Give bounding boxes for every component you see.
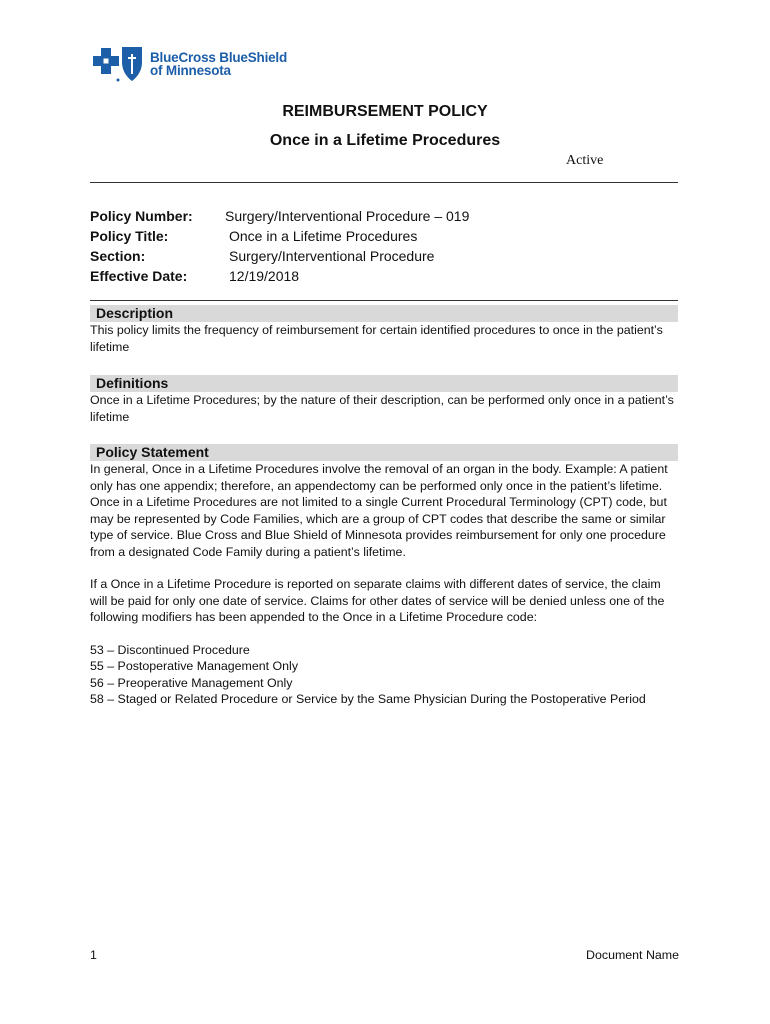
meta-value-section: Surgery/Interventional Procedure	[229, 248, 435, 264]
modifier-list	[90, 642, 678, 708]
meta-value-policy-number: Surgery/Interventional Procedure – 019	[225, 208, 470, 224]
policy-statement-section	[90, 444, 678, 708]
policy-statement-paragraph: In general, Once in a Lifetime Procedures involve the removal of an organ in the body. Example: A patient only has one appendix; therefore, an appendectomy can be performed only once in the patient’s lifetime. Once in a Lifetime Procedures are not limited to a single Current Procedural Terminology (CPT) code, but may be represented by Code Families, which are a group of CPT codes that describe the same or similar type of service. Blue Cross and Blue Shield of Minnesota provides reimbursement for only one procedure from a designated Code Family during a patient’s lifetime.	[90, 462, 668, 559]
divider-meta	[90, 300, 678, 301]
description-section	[90, 305, 678, 355]
description-heading: Description	[90, 305, 678, 322]
meta-row	[90, 206, 469, 226]
policy-statement-body	[90, 461, 678, 708]
policy-statement-heading: Policy Statement	[90, 444, 678, 461]
policy-statement-paragraph: If a Once in a Lifetime Procedure is reported on separate claims with different dates of service, the claim will be paid for only one date of service. Claims for other dates of service will be denied unless one of the following modifiers has been appended to the Once in a Lifetime Procedure code:	[90, 577, 665, 624]
policy-subheading: Once in a Lifetime Procedures	[269, 132, 501, 149]
meta-value-policy-title: Once in a Lifetime Procedures	[229, 228, 418, 244]
meta-value-effective-date: 12/19/2018	[229, 268, 300, 284]
policy-heading: REIMBURSEMENT POLICY	[282, 103, 488, 120]
cross-shield-icon	[92, 44, 146, 84]
meta-label-section: Section:	[90, 248, 146, 264]
bcbs-logo	[92, 44, 287, 84]
definitions-section	[90, 375, 678, 425]
modifier-item: 58 – Staged or Related Procedure or Service by the Same Physician During the Postoperative Period	[90, 692, 646, 706]
status-label: Active	[566, 153, 604, 168]
policy-meta	[90, 206, 469, 286]
page-number: 1	[90, 948, 97, 962]
meta-label-policy-number: Policy Number:	[90, 208, 193, 224]
modifier-item: 53 – Discontinued Procedure	[90, 642, 250, 657]
divider-top	[90, 182, 678, 183]
logo-line1: BlueCross BlueShield	[150, 50, 288, 65]
meta-row	[90, 266, 469, 286]
definitions-text: Once in a Lifetime Procedures; by the nature of their description, can be performed only once in a patient’s lifetime	[90, 393, 674, 424]
meta-label-effective-date: Effective Date:	[90, 268, 188, 284]
document-name: Document Name	[586, 948, 679, 962]
modifier-item: 55 – Postoperative Management Only	[90, 659, 299, 673]
logo-line2: of Minnesota	[150, 63, 231, 78]
modifier-item: 56 – Preoperative Management Only	[90, 675, 293, 690]
meta-row	[90, 246, 469, 266]
meta-row	[90, 226, 469, 246]
meta-label-policy-title: Policy Title:	[90, 228, 169, 244]
definitions-heading: Definitions	[90, 375, 678, 392]
logo-text	[150, 51, 287, 77]
description-text: This policy limits the frequency of reimbursement for certain identified procedures to once in the patient’s lifetime	[90, 323, 663, 354]
